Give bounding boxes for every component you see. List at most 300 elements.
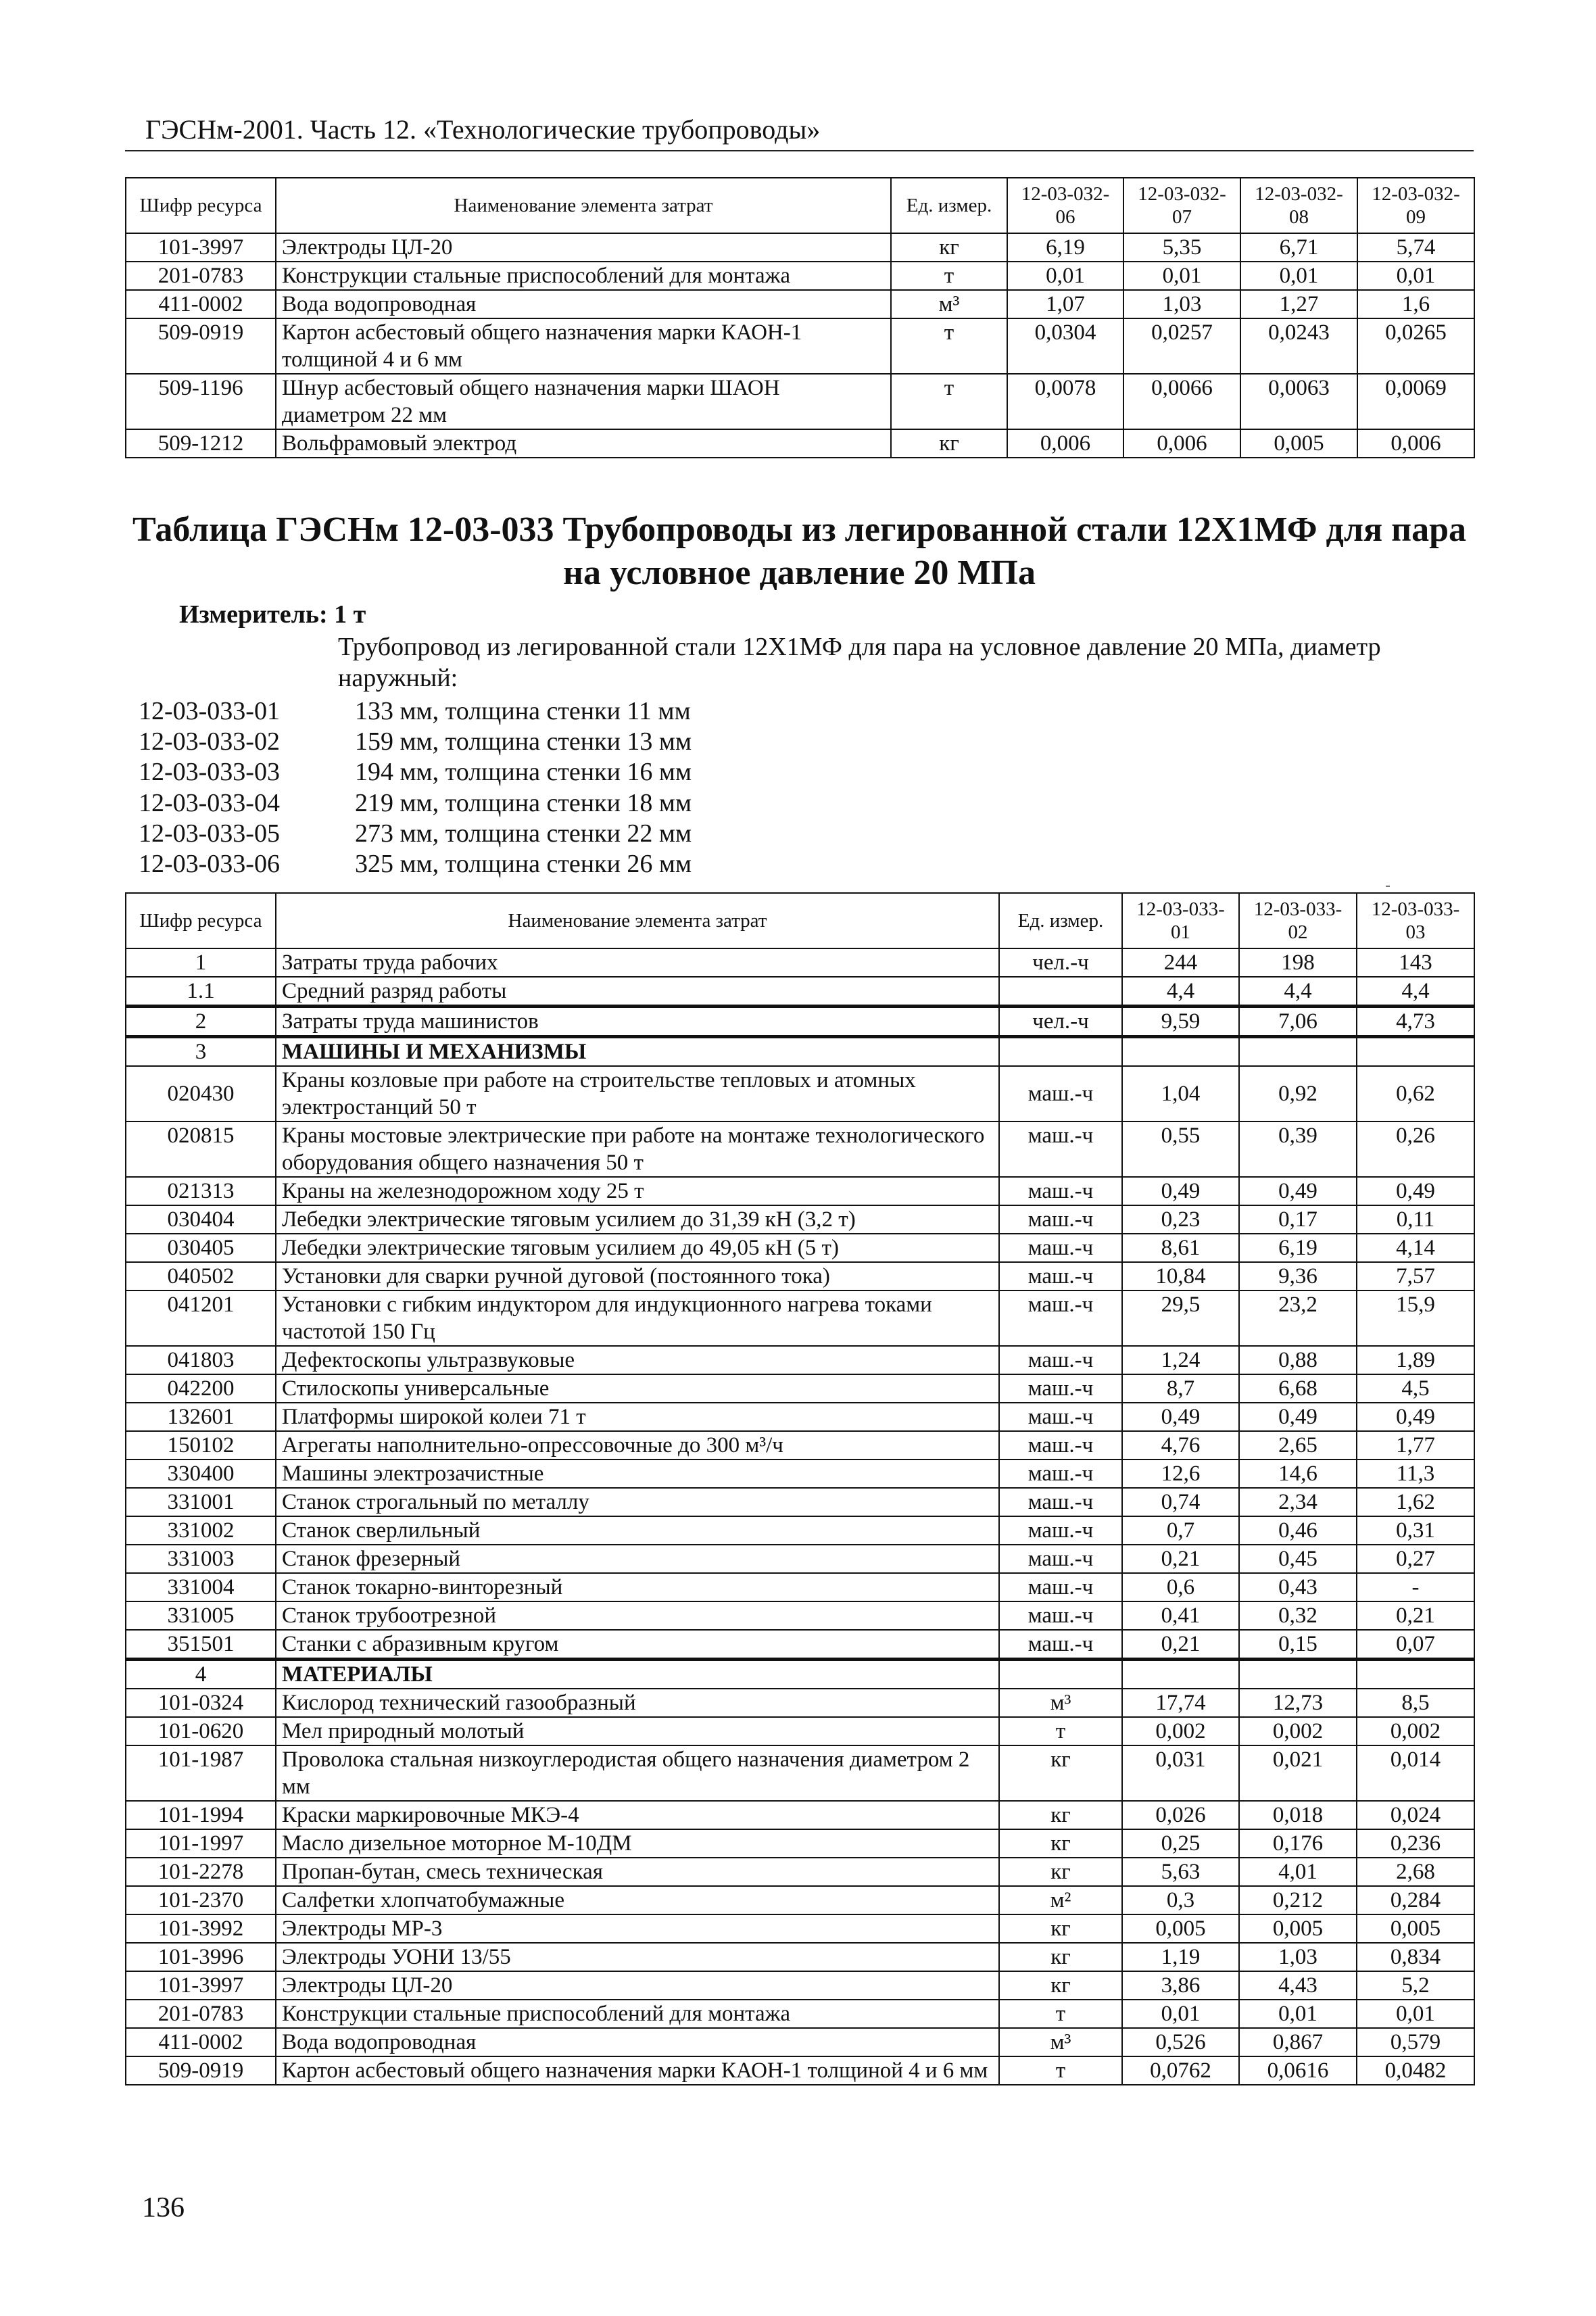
- resource-code: 101-2370: [126, 1886, 276, 1914]
- table-row: [126, 1177, 1474, 1205]
- cost-element-name: Станок фрезерный: [276, 1545, 999, 1573]
- unit-of-measure-cell: маш.-ч: [999, 1516, 1122, 1545]
- value-cell: 17,74: [1122, 1689, 1239, 1717]
- resource-code: 020430: [126, 1066, 276, 1121]
- resource-code: 331005: [126, 1601, 276, 1630]
- table-row: [126, 2000, 1474, 2028]
- resource-code: 041803: [126, 1346, 276, 1374]
- value-cell: 1,04: [1122, 1066, 1239, 1121]
- resource-code: 101-1987: [126, 1745, 276, 1801]
- resource-code: 331001: [126, 1488, 276, 1516]
- value-cell: 0,07: [1357, 1630, 1474, 1660]
- table-row: [126, 1545, 1474, 1573]
- value-cell: 0,49: [1357, 1177, 1474, 1205]
- resource-code: 150102: [126, 1431, 276, 1459]
- work-item-code: 12-03-033-05: [139, 819, 280, 848]
- cost-element-name: Станки с абразивным кругом: [276, 1630, 999, 1660]
- resource-code: 101-1997: [126, 1829, 276, 1858]
- value-cell: 5,35: [1123, 233, 1240, 262]
- unit-of-measure-cell: маш.-ч: [999, 1205, 1122, 1234]
- unit-of-measure-cell: маш.-ч: [999, 1573, 1122, 1601]
- cost-element-name: Салфетки хлопчатобумажные: [276, 1886, 999, 1914]
- value-cell: 0,27: [1357, 1545, 1474, 1573]
- header-column: 12-03-032-08: [1240, 178, 1357, 233]
- unit-of-measure-cell: м³: [999, 1689, 1122, 1717]
- table-row: [126, 1431, 1474, 1459]
- value-cell: 143: [1357, 948, 1474, 977]
- resource-code: 132601: [126, 1403, 276, 1431]
- value-cell: 0,579: [1357, 2028, 1474, 2056]
- value-cell: 0,834: [1357, 1943, 1474, 1971]
- resource-code: 020815: [126, 1121, 276, 1177]
- meter-label: Измеритель:: [179, 600, 328, 629]
- table-row: [126, 1689, 1474, 1717]
- value-cell: 0,024: [1357, 1801, 1474, 1829]
- value-cell: 29,5: [1122, 1290, 1239, 1346]
- header-column: 12-03-032-07: [1123, 178, 1240, 233]
- value-cell: 0,11: [1357, 1205, 1474, 1234]
- resource-code: 509-1196: [126, 374, 276, 429]
- value-cell: 4,4: [1122, 977, 1239, 1007]
- unit-of-measure-cell: маш.-ч: [999, 1234, 1122, 1262]
- table-row: [126, 1205, 1474, 1234]
- unit-of-measure-cell: кг: [999, 1971, 1122, 2000]
- table-row: [126, 1459, 1474, 1488]
- value-cell: 4,43: [1239, 1971, 1357, 2000]
- table-row: [126, 1290, 1474, 1346]
- value-cell: 0,41: [1122, 1601, 1239, 1630]
- work-description: Трубопровод из легированной стали 12Х1МФ для пара на условное давление 20 МПа, диаметр наружный:: [338, 633, 1381, 692]
- resource-code: 1.1: [126, 977, 276, 1007]
- value-cell: 0,0069: [1357, 374, 1474, 429]
- cost-element-name: Электроды УОНИ 13/55: [276, 1943, 999, 1971]
- resource-code: 021313: [126, 1177, 276, 1205]
- value-cell: 1,19: [1122, 1943, 1239, 1971]
- resource-code: 101-2278: [126, 1858, 276, 1886]
- value-cell: 5,63: [1122, 1858, 1239, 1886]
- unit-of-measure-cell: т: [891, 262, 1007, 290]
- value-cell: 4,73: [1357, 1007, 1474, 1037]
- value-cell: 0,014: [1357, 1745, 1474, 1801]
- resource-code: 331002: [126, 1516, 276, 1545]
- value-cell: 7,06: [1239, 1007, 1357, 1037]
- resource-code: 509-0919: [126, 318, 276, 374]
- resource-code: 101-3992: [126, 1914, 276, 1943]
- resource-code: 041201: [126, 1290, 276, 1346]
- unit-of-measure-cell: т: [999, 1717, 1122, 1745]
- value-cell: 0,62: [1357, 1066, 1474, 1121]
- scan-mark: [1386, 886, 1390, 887]
- value-cell: 0,01: [1123, 262, 1240, 290]
- table-row: [126, 1971, 1474, 2000]
- value-cell: 12,73: [1239, 1689, 1357, 1717]
- value-cell: 0,21: [1357, 1601, 1474, 1630]
- resource-code: 030404: [126, 1205, 276, 1234]
- unit-of-measure-cell: маш.-ч: [999, 1121, 1122, 1177]
- cost-element-name: Лебедки электрические тяговым усилием до 31,39 кН (3,2 т): [276, 1205, 999, 1234]
- value-cell: 6,19: [1007, 233, 1123, 262]
- table-row: [126, 1630, 1474, 1660]
- cost-element-name: Мел природный молотый: [276, 1717, 999, 1745]
- header-name: Наименование элемента затрат: [276, 893, 999, 948]
- work-item-code: 12-03-033-03: [139, 758, 280, 787]
- header-column: 12-03-033-03: [1357, 893, 1474, 948]
- value-cell: 1,62: [1357, 1488, 1474, 1516]
- value-cell: 2,68: [1357, 1858, 1474, 1886]
- value-cell: 0,006: [1123, 429, 1240, 458]
- header-code: Шифр ресурса: [126, 178, 276, 233]
- work-item-text: 159 мм, толщина стенки 13 мм: [355, 727, 692, 756]
- unit-of-measure-cell: м³: [999, 2028, 1122, 2056]
- value-cell: 0,176: [1239, 1829, 1357, 1858]
- cost-element-name: Картон асбестовый общего назначения марки КАОН-1 толщиной 4 и 6 мм: [276, 2056, 999, 2085]
- value-cell: 0,867: [1239, 2028, 1357, 2056]
- running-header: ГЭСНм-2001. Часть 12. «Технологические трубопроводы»: [145, 114, 821, 145]
- value-cell: 0,0243: [1240, 318, 1357, 374]
- value-cell: 1,77: [1357, 1431, 1474, 1459]
- value-cell: 15,9: [1357, 1290, 1474, 1346]
- work-item: [139, 819, 692, 849]
- header-unit: Ед. измер.: [999, 893, 1122, 948]
- table-row: [126, 1801, 1474, 1829]
- value-cell: 0,002: [1357, 1717, 1474, 1745]
- meter-value: 1 т: [334, 600, 366, 629]
- unit-of-measure-cell: [999, 1037, 1122, 1067]
- value-cell: 0,018: [1239, 1801, 1357, 1829]
- unit-of-measure-cell: м³: [891, 290, 1007, 318]
- value-cell: 8,5: [1357, 1689, 1474, 1717]
- value-cell: 4,01: [1239, 1858, 1357, 1886]
- cost-element-name: Средний разряд работы: [276, 977, 999, 1007]
- cost-element-name: Машины электрозачистные: [276, 1459, 999, 1488]
- value-cell: 14,6: [1239, 1459, 1357, 1488]
- value-cell: 0,006: [1357, 429, 1474, 458]
- table-row: [126, 318, 1474, 374]
- table-row: [126, 1573, 1474, 1601]
- unit-of-measure-cell: маш.-ч: [999, 1403, 1122, 1431]
- value-cell: 9,59: [1122, 1007, 1239, 1037]
- value-cell: 5,2: [1357, 1971, 1474, 2000]
- value-cell: 1,03: [1239, 1943, 1357, 1971]
- value-cell: 7,57: [1357, 1262, 1474, 1290]
- resource-code: 101-1994: [126, 1801, 276, 1829]
- value-cell: 0,005: [1239, 1914, 1357, 1943]
- value-cell: 0,74: [1122, 1488, 1239, 1516]
- value-cell: 0,01: [1357, 2000, 1474, 2028]
- table-header-row: [126, 178, 1474, 233]
- value-cell: 0,26: [1357, 1121, 1474, 1177]
- resource-code: 101-0324: [126, 1689, 276, 1717]
- value-cell: 8,7: [1122, 1374, 1239, 1403]
- table-row: [126, 1262, 1474, 1290]
- resource-code: 509-0919: [126, 2056, 276, 2085]
- cost-element-name: Проволока стальная низкоуглеродистая общего назначения диаметром 2 мм: [276, 1745, 999, 1801]
- value-cell: [1239, 1037, 1357, 1067]
- value-cell: 6,19: [1239, 1234, 1357, 1262]
- value-cell: 0,005: [1240, 429, 1357, 458]
- header-column: 12-03-032-09: [1357, 178, 1474, 233]
- value-cell: 23,2: [1239, 1290, 1357, 1346]
- cost-element-name: Конструкции стальные приспособлений для монтажа: [276, 262, 891, 290]
- value-cell: 2,34: [1239, 1488, 1357, 1516]
- resource-code: 101-3997: [126, 233, 276, 262]
- cost-element-name: Лебедки электрические тяговым усилием до 49,05 кН (5 т): [276, 1234, 999, 1262]
- value-cell: 1,27: [1240, 290, 1357, 318]
- work-item-text: 133 мм, толщина стенки 11 мм: [355, 697, 691, 725]
- work-item-code: 12-03-033-01: [139, 697, 280, 725]
- table-row: [126, 1886, 1474, 1914]
- value-cell: 6,71: [1240, 233, 1357, 262]
- value-cell: 244: [1122, 948, 1239, 977]
- value-cell: 0,49: [1357, 1403, 1474, 1431]
- resource-code: 3: [126, 1037, 276, 1067]
- value-cell: 4,5: [1357, 1374, 1474, 1403]
- section-row: [126, 1660, 1474, 1689]
- resource-table-032: [125, 177, 1475, 458]
- value-cell: 4,14: [1357, 1234, 1474, 1262]
- value-cell: 1,24: [1122, 1346, 1239, 1374]
- value-cell: -: [1357, 1573, 1474, 1601]
- unit-of-measure-cell: маш.-ч: [999, 1459, 1122, 1488]
- unit-of-measure-cell: маш.-ч: [999, 1374, 1122, 1403]
- value-cell: 0,55: [1122, 1121, 1239, 1177]
- table-row: [126, 1717, 1474, 1745]
- header-column: 12-03-033-01: [1122, 893, 1239, 948]
- unit-of-measure-cell: чел.-ч: [999, 1007, 1122, 1037]
- unit-of-measure-cell: маш.-ч: [999, 1431, 1122, 1459]
- work-item: [139, 727, 692, 757]
- value-cell: 0,15: [1239, 1630, 1357, 1660]
- value-cell: 0,026: [1122, 1801, 1239, 1829]
- value-cell: 10,84: [1122, 1262, 1239, 1290]
- unit-of-measure-cell: маш.-ч: [999, 1601, 1122, 1630]
- resource-code: 509-1212: [126, 429, 276, 458]
- cost-element-name: Установки для сварки ручной дуговой (постоянного тока): [276, 1262, 999, 1290]
- resource-code: 330400: [126, 1459, 276, 1488]
- unit-of-measure-cell: маш.-ч: [999, 1545, 1122, 1573]
- unit-of-measure-cell: кг: [891, 429, 1007, 458]
- table-row: [126, 233, 1474, 262]
- value-cell: 0,284: [1357, 1886, 1474, 1914]
- work-items-list: [139, 696, 692, 879]
- resource-code: 411-0002: [126, 290, 276, 318]
- value-cell: [1357, 1037, 1474, 1067]
- cost-element-name: Дефектоскопы ультразвуковые: [276, 1346, 999, 1374]
- table-row: [126, 1745, 1474, 1801]
- value-cell: 1,07: [1007, 290, 1123, 318]
- value-cell: 0,21: [1122, 1545, 1239, 1573]
- value-cell: [1239, 1660, 1357, 1689]
- value-cell: 3,86: [1122, 1971, 1239, 2000]
- unit-of-measure-cell: кг: [891, 233, 1007, 262]
- unit-of-measure-cell: маш.-ч: [999, 1262, 1122, 1290]
- unit-of-measure-cell: [999, 1660, 1122, 1689]
- value-cell: 0,49: [1122, 1403, 1239, 1431]
- section-row: [126, 1037, 1474, 1067]
- value-cell: 0,021: [1239, 1745, 1357, 1801]
- cost-element-name: Краны козловые при работе на строительстве тепловых и атомных электростанций 50 т: [276, 1066, 999, 1121]
- cost-element-name: Платформы широкой колеи 71 т: [276, 1403, 999, 1431]
- value-cell: 0,0304: [1007, 318, 1123, 374]
- table-row: [126, 1943, 1474, 1971]
- work-item-text: 325 мм, толщина стенки 26 мм: [355, 850, 692, 879]
- value-cell: 0,31: [1357, 1516, 1474, 1545]
- value-cell: 1,03: [1123, 290, 1240, 318]
- cost-element-name: Краны на железнодорожном ходу 25 т: [276, 1177, 999, 1205]
- value-cell: 12,6: [1122, 1459, 1239, 1488]
- cost-element-name: Конструкции стальные приспособлений для монтажа: [276, 2000, 999, 2028]
- unit-of-measure-cell: [999, 977, 1122, 1007]
- table-row: [126, 1121, 1474, 1177]
- work-item-code: 12-03-033-04: [139, 788, 280, 817]
- header-column: 12-03-033-02: [1239, 893, 1357, 948]
- value-cell: 0,45: [1239, 1545, 1357, 1573]
- cost-element-name: Вода водопроводная: [276, 290, 891, 318]
- resource-code: 101-0620: [126, 1717, 276, 1745]
- table-row: [126, 290, 1474, 318]
- value-cell: 0,01: [1239, 2000, 1357, 2028]
- table-row: [126, 1346, 1474, 1374]
- value-cell: 198: [1239, 948, 1357, 977]
- value-cell: 0,01: [1007, 262, 1123, 290]
- work-item: [139, 757, 692, 788]
- unit-of-measure-cell: маш.-ч: [999, 1290, 1122, 1346]
- value-cell: 0,23: [1122, 1205, 1239, 1234]
- value-cell: 5,74: [1357, 233, 1474, 262]
- table-row: [126, 1829, 1474, 1858]
- cost-element-name: Электроды ЦЛ-20: [276, 1971, 999, 2000]
- value-cell: 11,3: [1357, 1459, 1474, 1488]
- unit-of-measure-cell: т: [891, 318, 1007, 374]
- table-row: [126, 1858, 1474, 1886]
- value-cell: 6,68: [1239, 1374, 1357, 1403]
- table-row: [126, 977, 1474, 1007]
- cost-element-name: Масло дизельное моторное М-10ДМ: [276, 1829, 999, 1858]
- unit-of-measure-cell: маш.-ч: [999, 1346, 1122, 1374]
- value-cell: 0,21: [1122, 1630, 1239, 1660]
- cost-element-name: Затраты труда рабочих: [276, 948, 999, 977]
- unit-of-measure: [179, 600, 366, 629]
- unit-of-measure-cell: кг: [999, 1914, 1122, 1943]
- value-cell: 0,0257: [1123, 318, 1240, 374]
- value-cell: [1122, 1660, 1239, 1689]
- value-cell: 0,46: [1239, 1516, 1357, 1545]
- unit-of-measure-cell: т: [999, 2000, 1122, 2028]
- value-cell: 0,005: [1122, 1914, 1239, 1943]
- value-cell: 0,212: [1239, 1886, 1357, 1914]
- work-item: [139, 849, 692, 879]
- unit-of-measure-cell: т: [891, 374, 1007, 429]
- value-cell: 0,39: [1239, 1121, 1357, 1177]
- resource-code: 201-0783: [126, 2000, 276, 2028]
- resource-code: 411-0002: [126, 2028, 276, 2056]
- cost-element-name: Вода водопроводная: [276, 2028, 999, 2056]
- cost-element-name: Краски маркировочные МКЭ-4: [276, 1801, 999, 1829]
- value-cell: 0,43: [1239, 1573, 1357, 1601]
- cost-element-name: Затраты труда машинистов: [276, 1007, 999, 1037]
- cost-element-name: Агрегаты наполнительно-опрессовочные до 300 м³/ч: [276, 1431, 999, 1459]
- value-cell: 0,0066: [1123, 374, 1240, 429]
- cost-element-name: Стилоскопы универсальные: [276, 1374, 999, 1403]
- value-cell: 0,01: [1357, 262, 1474, 290]
- table-row: [126, 2056, 1474, 2085]
- table-row: [126, 1234, 1474, 1262]
- resource-code: 101-3996: [126, 1943, 276, 1971]
- cost-element-name: Вольфрамовый электрод: [276, 429, 891, 458]
- value-cell: 0,6: [1122, 1573, 1239, 1601]
- cost-element-name: Краны мостовые электрические при работе на монтаже технологического оборудования общего назначения 50 т: [276, 1121, 999, 1177]
- resource-code: 331004: [126, 1573, 276, 1601]
- work-item-text: 219 мм, толщина стенки 18 мм: [355, 788, 692, 817]
- table-row: [126, 1601, 1474, 1630]
- table-row: [126, 1516, 1474, 1545]
- value-cell: 0,88: [1239, 1346, 1357, 1374]
- value-cell: 0,17: [1239, 1205, 1357, 1234]
- value-cell: 0,236: [1357, 1829, 1474, 1858]
- value-cell: 2,65: [1239, 1431, 1357, 1459]
- unit-of-measure-cell: маш.-ч: [999, 1066, 1122, 1121]
- header-unit: Ед. измер.: [891, 178, 1007, 233]
- unit-of-measure-cell: м²: [999, 1886, 1122, 1914]
- value-cell: 0,526: [1122, 2028, 1239, 2056]
- value-cell: 0,002: [1239, 1717, 1357, 1745]
- cost-element-name: Пропан-бутан, смесь техническая: [276, 1858, 999, 1886]
- unit-of-measure-cell: кг: [999, 1829, 1122, 1858]
- value-cell: [1357, 1660, 1474, 1689]
- table-row: [126, 1488, 1474, 1516]
- header-rule: [125, 150, 1474, 151]
- value-cell: 8,61: [1122, 1234, 1239, 1262]
- value-cell: 0,0616: [1239, 2056, 1357, 2085]
- table-row: [126, 262, 1474, 290]
- table-row: [126, 374, 1474, 429]
- value-cell: 0,32: [1239, 1601, 1357, 1630]
- value-cell: 1,89: [1357, 1346, 1474, 1374]
- unit-of-measure-cell: маш.-ч: [999, 1177, 1122, 1205]
- cost-element-name: Станок трубоотрезной: [276, 1601, 999, 1630]
- value-cell: 0,0265: [1357, 318, 1474, 374]
- value-cell: 1,6: [1357, 290, 1474, 318]
- table-title: Таблица ГЭСНм 12-03-033 Трубопроводы из легированной стали 12Х1МФ для пара на условное давление 20 МПа: [132, 510, 1467, 592]
- resource-code: 201-0783: [126, 262, 276, 290]
- work-item: [139, 696, 692, 727]
- table-row: [126, 1914, 1474, 1943]
- resource-code: 4: [126, 1660, 276, 1689]
- value-cell: 0,3: [1122, 1886, 1239, 1914]
- resource-code: 042200: [126, 1374, 276, 1403]
- resource-code: 351501: [126, 1630, 276, 1660]
- value-cell: 9,36: [1239, 1262, 1357, 1290]
- cost-element-name: Электроды МР-3: [276, 1914, 999, 1943]
- value-cell: 0,7: [1122, 1516, 1239, 1545]
- value-cell: 0,002: [1122, 1717, 1239, 1745]
- unit-of-measure-cell: кг: [999, 1801, 1122, 1829]
- header-column: 12-03-032-06: [1007, 178, 1123, 233]
- value-cell: 4,76: [1122, 1431, 1239, 1459]
- value-cell: 4,4: [1239, 977, 1357, 1007]
- unit-of-measure-cell: маш.-ч: [999, 1630, 1122, 1660]
- value-cell: 0,49: [1239, 1403, 1357, 1431]
- cost-element-name: МАШИНЫ И МЕХАНИЗМЫ: [276, 1037, 999, 1067]
- value-cell: 0,01: [1122, 2000, 1239, 2028]
- cost-element-name: Кислород технический газообразный: [276, 1689, 999, 1717]
- header-name: Наименование элемента затрат: [276, 178, 891, 233]
- value-cell: 0,005: [1357, 1914, 1474, 1943]
- table-row: [126, 1374, 1474, 1403]
- value-cell: [1122, 1037, 1239, 1067]
- cost-element-name: Установки с гибким индуктором для индукционного нагрева токами частотой 150 Гц: [276, 1290, 999, 1346]
- cost-element-name: Станок сверлильный: [276, 1516, 999, 1545]
